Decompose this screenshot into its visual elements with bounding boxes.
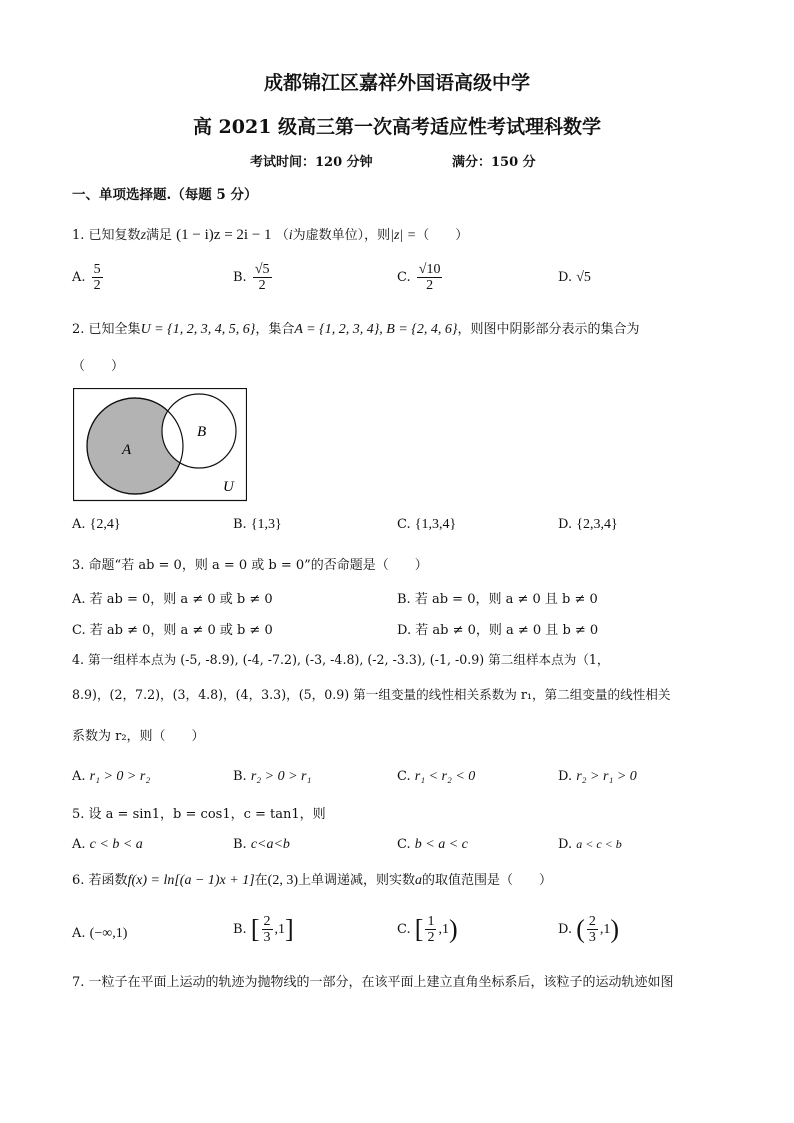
bracket: ( — [576, 914, 585, 944]
label-b: B — [197, 424, 207, 440]
option-value: (−∞,1) — [89, 926, 128, 941]
bracket: [ — [250, 914, 260, 944]
q1-option-c[interactable] — [397, 262, 444, 293]
q5-option-d[interactable] — [558, 837, 622, 852]
question-text: 在 — [254, 873, 268, 888]
option-label: A. — [72, 837, 86, 852]
q6-option-c[interactable] — [397, 914, 458, 945]
option-label: D. — [397, 623, 412, 638]
math-function: f(x) = ln[(a − 1)x + 1] — [127, 873, 255, 888]
question-text: （ — [275, 228, 289, 243]
school-name: 成都锦江区嘉祥外国语高级中学 — [263, 72, 530, 94]
option-value: r₂ > 0 > r₁ — [250, 769, 312, 784]
option-label: C. — [397, 517, 411, 532]
q2-option-b[interactable] — [233, 517, 282, 533]
q3-option-b[interactable] — [397, 588, 598, 607]
question-text: ，集合 — [255, 322, 295, 337]
question-3 — [72, 557, 428, 575]
option-value: c<a<b — [250, 837, 290, 852]
q1-option-a[interactable] — [72, 262, 105, 293]
option-label: A. — [72, 926, 86, 941]
label-a: A — [122, 442, 132, 458]
bracket: ] — [285, 914, 294, 944]
option-value: {1,3} — [250, 517, 282, 532]
option-value: ,1 — [274, 922, 285, 937]
question-text: 若函数 — [88, 873, 128, 888]
question-number: 6. — [72, 873, 85, 888]
numerator: √5 — [254, 262, 270, 277]
option-label: C. — [397, 837, 411, 852]
fraction — [253, 262, 272, 293]
option-value: 若 ab = 0，则 a ≠ 0 且 b ≠ 0 — [414, 592, 598, 607]
math-set-u: U = {1, 2, 3, 4, 5, 6} — [140, 322, 256, 337]
question-text: 设 a = sin1，b = cos1，c = tan1，则 — [88, 807, 326, 822]
option-label: C. — [397, 922, 411, 937]
fraction — [262, 914, 273, 945]
question-1 — [72, 226, 468, 245]
bracket: ) — [610, 914, 620, 944]
q3-option-a[interactable] — [72, 588, 273, 607]
question-text-line1: 第一组样本点为 (-5, -8.9), (-4, -7.2), (-3, -4.8), (-2, -3.3), (-1, -0.9) 第二组样本点为（1， — [88, 652, 610, 667]
denominator: 3 — [263, 930, 271, 945]
math-abs: |z| = — [390, 228, 417, 243]
option-label: B. — [233, 270, 247, 285]
option-label: A. — [72, 517, 86, 532]
option-value: {2,3,4} — [576, 517, 618, 532]
fraction — [425, 914, 436, 945]
q3-option-d[interactable] — [397, 619, 598, 638]
option-label: B. — [233, 517, 247, 532]
q4-option-b[interactable] — [233, 769, 311, 785]
q1-option-b[interactable] — [233, 262, 274, 293]
option-value: √5 — [576, 270, 591, 285]
question-6 — [72, 872, 552, 890]
label-u: U — [223, 479, 234, 495]
option-label: B. — [233, 922, 247, 937]
exam-time: 考试时间：120 分钟 — [250, 155, 373, 170]
answer-paren: （ ） — [416, 228, 469, 243]
bracket: ) — [448, 914, 458, 944]
question-5 — [72, 806, 326, 824]
exam-title: 高 2021 级高三第一次高考适应性考试理科数学 — [192, 116, 602, 138]
question-2 — [72, 321, 640, 339]
q3-option-c[interactable] — [72, 619, 273, 638]
numerator: 2 — [263, 914, 271, 929]
fraction — [587, 914, 598, 945]
denominator: 3 — [588, 930, 596, 945]
option-value: ,1 — [438, 922, 449, 937]
math-var: a — [415, 873, 423, 888]
option-label: D. — [558, 837, 573, 852]
denominator: 2 — [427, 930, 435, 945]
q1-option-d[interactable] — [558, 270, 591, 286]
exam-score: 满分：150 分 — [452, 155, 536, 170]
q2-option-a[interactable] — [72, 517, 121, 533]
q5-option-b[interactable] — [233, 837, 290, 853]
option-value: 若 ab ≠ 0，则 a ≠ 0 且 b ≠ 0 — [415, 623, 599, 638]
question-text: 上单调递减，则实数 — [298, 873, 416, 888]
option-value: 若 ab = 0，则 a ≠ 0 或 b ≠ 0 — [89, 592, 273, 607]
option-value: {1,3,4} — [414, 517, 457, 532]
option-label: D. — [558, 517, 573, 532]
question-4 — [72, 651, 610, 669]
option-label: A. — [72, 592, 86, 607]
q6-option-a[interactable] — [72, 926, 127, 942]
numerator: 1 — [427, 914, 435, 929]
q6-option-b[interactable] — [233, 914, 294, 945]
question-7 — [72, 974, 674, 992]
option-value: r₁ < r₂ < 0 — [414, 769, 476, 784]
option-value: r₁ > 0 > r₂ — [89, 769, 151, 784]
option-value: ,1 — [599, 922, 611, 937]
denominator: 2 — [93, 278, 101, 293]
option-value: {2,4} — [89, 517, 121, 532]
option-label: B. — [233, 769, 247, 784]
question-text-line3: 系数为 r₂，则（ ） — [72, 729, 205, 744]
math-var: z — [140, 228, 147, 243]
question-text: 满足 — [146, 228, 173, 243]
venn-diagram — [73, 388, 247, 502]
option-label: C. — [397, 769, 411, 784]
math-interval: (2, 3) — [267, 873, 298, 888]
question-text: 一粒子在平面上运动的轨迹为抛物线的一部分，在该平面上建立直角坐标系后，该粒子的运动轨迹如图 — [88, 975, 674, 990]
option-value: 若 ab ≠ 0，则 a ≠ 0 或 b ≠ 0 — [89, 623, 273, 638]
q2-option-d[interactable] — [558, 517, 618, 533]
question-text-line2: 8.9)，(2，7.2)，(3，4.8)，(4，3.3)，(5，0.9) 第一组变量的线性相关系数为 r₁，第二组变量的线性相关 — [72, 687, 671, 702]
question-text: 命题“若 ab = 0，则 a = 0 或 b = 0”的否命题是（ ） — [88, 558, 428, 573]
bracket: [ — [414, 914, 424, 944]
question-number: 7. — [72, 975, 85, 990]
question-text: 已知复数 — [88, 228, 141, 243]
option-label: B. — [397, 592, 411, 607]
q4-option-d[interactable] — [558, 769, 637, 785]
option-label: C. — [397, 270, 411, 285]
q5-option-a[interactable] — [72, 837, 143, 853]
option-label: D. — [558, 769, 573, 784]
option-label: C. — [72, 623, 86, 638]
option-value: b < a < c — [414, 837, 468, 852]
question-number: 2. — [72, 322, 85, 337]
question-number: 1. — [72, 228, 85, 243]
numerator: √10 — [418, 262, 441, 277]
math-set-a: A = {1, 2, 3, 4} — [294, 322, 380, 337]
option-label: A. — [72, 769, 86, 784]
question-text: ，则图中阴影部分表示的集合为 — [457, 322, 640, 337]
option-value: a < c < b — [576, 837, 622, 851]
denominator: 2 — [258, 278, 266, 293]
fraction — [417, 262, 443, 293]
option-value: c < b < a — [89, 837, 143, 852]
option-value: r₂ > r₁ > 0 — [576, 769, 637, 784]
q2-option-c[interactable] — [397, 517, 456, 533]
question-text: 已知全集 — [88, 322, 141, 337]
denominator: 2 — [426, 278, 434, 293]
math-equation: (1 − i)z = 2i − 1 — [176, 227, 272, 243]
math-set-b: , B = {2, 4, 6} — [379, 322, 458, 337]
numerator: 5 — [93, 262, 101, 277]
q4-option-a[interactable] — [72, 769, 150, 785]
math-var: i — [288, 228, 293, 243]
question-text: 的取值范围是（ ） — [422, 873, 553, 888]
option-label: B. — [233, 837, 247, 852]
q4-option-c[interactable] — [397, 769, 475, 785]
q5-option-c[interactable] — [397, 837, 468, 853]
question-number: 5. — [72, 807, 85, 822]
numerator: 2 — [588, 914, 596, 929]
option-label: D. — [558, 270, 573, 285]
question-number: 3. — [72, 558, 85, 573]
fraction — [92, 262, 103, 293]
option-label: A. — [72, 270, 86, 285]
section-title: 一、单项选择题.（每题 5 分） — [72, 187, 258, 203]
answer-paren: （ ） — [72, 359, 125, 374]
question-text: 为虚数单位），则 — [292, 228, 391, 243]
option-label: D. — [558, 922, 573, 937]
question-number: 4. — [72, 652, 85, 667]
q6-option-d[interactable] — [558, 914, 619, 945]
